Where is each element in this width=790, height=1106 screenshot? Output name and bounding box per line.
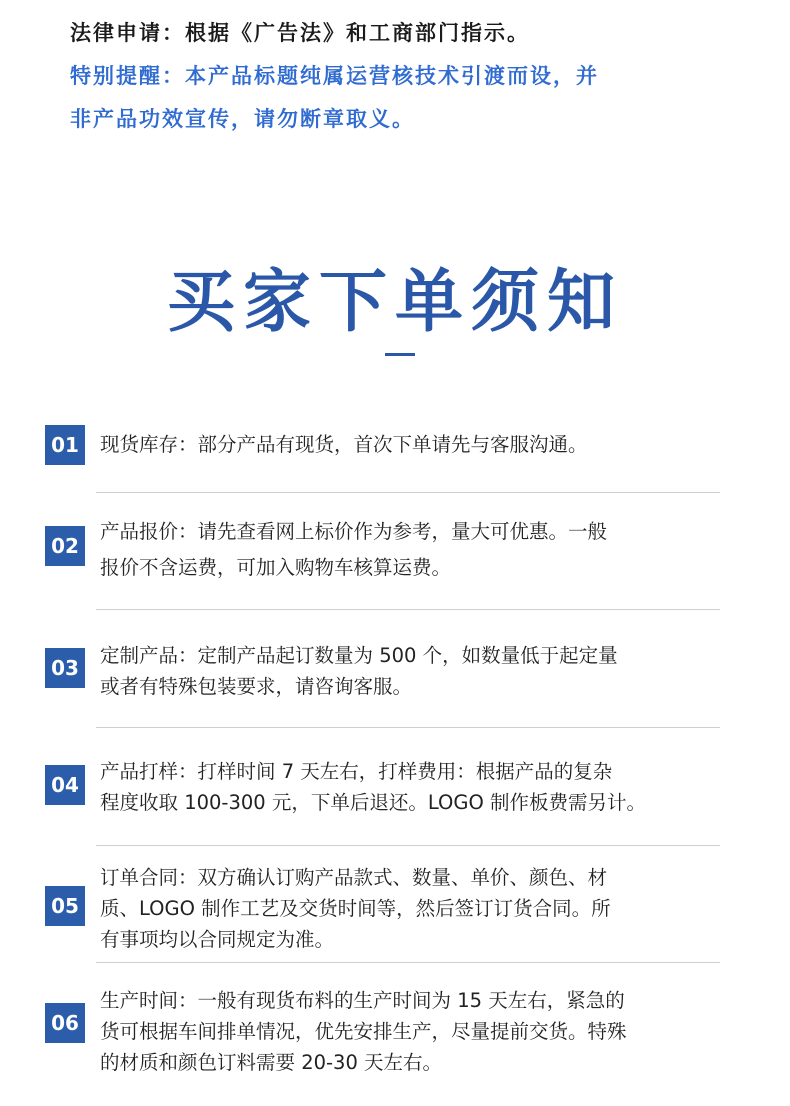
item-text xyxy=(100,514,760,586)
divider xyxy=(96,492,720,493)
item-line: 有事项均以合同规定为准。 xyxy=(100,928,335,951)
divider xyxy=(96,962,720,963)
item-number-badge: 03 xyxy=(45,648,85,688)
item-line: 质、LOGO 制作工艺及交货时间等，然后签订订货合同。所 xyxy=(100,897,611,920)
item-number-badge: 04 xyxy=(45,765,85,805)
title-underline xyxy=(385,353,415,356)
page-title: 买家下单须知 xyxy=(166,263,623,342)
item-text xyxy=(100,862,760,955)
item-number-badge: 02 xyxy=(45,526,85,566)
item-text xyxy=(100,756,780,818)
item-line: 现货库存：部分产品有现货，首次下单请先与客服沟通。 xyxy=(100,433,588,456)
reminder-line-2: 非产品功效宣传，请勿断章取义。 xyxy=(70,107,415,131)
item-line: 订单合同：双方确认订购产品款式、数量、单价、颜色、材 xyxy=(100,866,608,889)
reminder-line-1: 特别提醒：本产品标题纯属运营核技术引渡而设，并 xyxy=(70,64,599,88)
item-line: 产品打样：打样时间 7 天左右，打样费用：根据产品的复杂 xyxy=(100,760,613,783)
item-line: 生产时间：一般有现货布料的生产时间为 15 天左右，紧急的 xyxy=(100,989,625,1012)
divider xyxy=(96,845,720,846)
item-number-badge: 01 xyxy=(45,425,85,465)
item-line: 报价不含运费，可加入购物车核算运费。 xyxy=(100,556,452,579)
item-number-badge: 06 xyxy=(45,1003,85,1043)
item-number-badge: 05 xyxy=(45,886,85,926)
item-line: 的材质和颜色订料需要 20-30 天左右。 xyxy=(100,1051,443,1074)
divider xyxy=(96,609,720,610)
item-line: 或者有特殊包装要求，请咨询客服。 xyxy=(100,675,413,698)
item-line: 货可根据车间排单情况，优先安排生产，尽量提前交货。特殊 xyxy=(100,1020,627,1043)
notice-block xyxy=(70,12,770,141)
legal-notice: 法律申请：根据《广告法》和工商部门指示。 xyxy=(70,21,530,45)
item-text xyxy=(100,427,760,463)
item-line: 产品报价：请先查看网上标价作为参考，量大可优惠。一般 xyxy=(100,520,608,543)
divider xyxy=(96,727,720,728)
item-line: 程度收取 100-300 元，下单后退还。LOGO 制作板费需另计。 xyxy=(100,791,647,814)
item-text xyxy=(100,640,760,702)
item-text xyxy=(100,985,780,1078)
item-line: 定制产品：定制产品起订数量为 500 个，如数量低于起定量 xyxy=(100,644,618,667)
